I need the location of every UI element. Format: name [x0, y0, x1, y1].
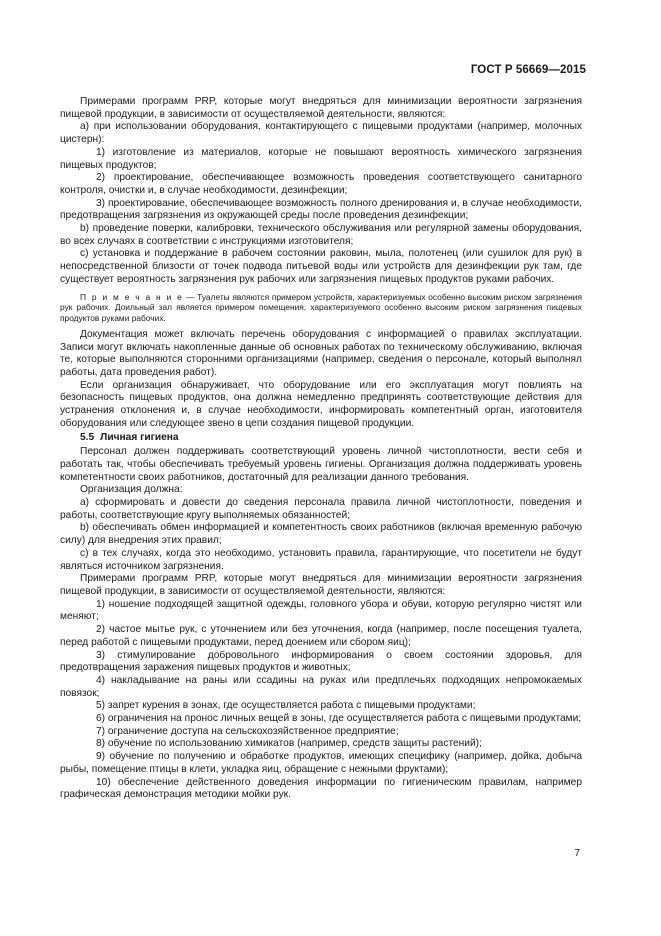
note-text: — Туалеты являются примером устройств, характеризуемых особенно высоким риском загрязнения рук рабочих. Доильный зал является примером помещения, характеризуемого особенно высоким риском загрязнения пищевых продуктов руками рабочих. [60, 291, 582, 324]
paragraph: Если организация обнаруживает, что оборудование или его эксплуатация могут повлиять на безопасность пищевых продуктов, она должна немедленно предпринять соответствующие действия для устранения отклонения и, в случае необходимости, информировать компетентный орган, изготовителя оборудования или следующее звено в цепи создания пищевой продукции. [60, 379, 582, 429]
paragraph: 8) обучение по использованию химикатов (например, средств защиты растений); [96, 738, 482, 750]
paragraph: Примерами программ PRP, которые могут внедряться для минимизации вероятности загрязнения пищевой продукции, в зависимости от осуществляемой деятельности, являются: [60, 96, 582, 120]
page-number: 7 [574, 848, 580, 859]
note-paragraph [60, 292, 582, 324]
paragraph: 10) обеспечение действенного доведения информации по гигиеническим правилам, например графическая демонстрация методики мойки рук. [60, 776, 582, 801]
paragraph: b) обеспечивать обмен информацией и компетентность своих работников (включая временную рабочую силу) для внедрения этих правил; [60, 522, 582, 547]
paragraph: 4) накладывание на раны или ссадины на руках или предплечьях подходящих непромокаемых повязок; [60, 674, 582, 699]
document-header: ГОСТ Р 56669—2015 [470, 64, 586, 76]
note-label: П р и м е ч а н и е [80, 291, 184, 302]
paragraph: c) установка и поддержание в рабочем состоянии раковин, мыла, полотенец (или сушилок для рук) в непосредственной близости от точек подвода питьевой воды или устройств для дезинфекции рук там, где существует вероятность загрязнения рук рабочих или загрязнения пищевых продуктов руками рабочих. [60, 248, 582, 285]
paragraph: 3) проектирование, обеспечивающее возможность полного дренирования и, в случае необходимости, предотвращения загрязнения из окружающей среды после проведения дезинфекции; [60, 197, 582, 222]
paragraph: 3) стимулирование добровольного информирования о своем состоянии здоровья, для предотвращения заражения пищевых продуктов и животных; [60, 649, 582, 674]
paragraph: 5) запрет курения в зонах, где осуществляется работа с пищевыми продуктами; [96, 700, 476, 712]
paragraph: 2) частое мытье рук, с уточнением или без уточнения, когда (например, после посещения туалета, перед работой с пищевыми продуктами, перед доением или сбором яиц); [60, 624, 582, 648]
paragraph: 2) проектирование, обеспечивающее возможность проведения соответствующего санитарного контроля, очистки и, в случае необходимости, дезинфекции; [60, 172, 582, 196]
paragraph: Примерами программ PRP, которые могут внедряться для минимизации вероятности загрязнения пищевой продукции, в зависимости от осуществляемой деятельности, являются: [60, 573, 582, 597]
paragraphs-block-b [60, 329, 582, 431]
paragraphs-block-a [60, 96, 582, 287]
paragraph: a) сформировать и довести до сведения персонала правила личной чистоплотности, поведения и работы, соответствующие кругу выполняемых обязанностей; [60, 497, 582, 521]
paragraph: 7) ограничение доступа на сельскохозяйственное предприятие; [96, 725, 399, 737]
paragraph: Персонал должен поддерживать соответствующий уровень личной чистоплотности, вести себя и работать так, чтобы обеспечивать требуемый уровень гигиены. Организация должна поддерживать уровень компетентности своих работников, достаточный для реализации данного требования. [60, 446, 582, 483]
paragraph: c) в тех случаях, когда это необходимо, установить правила, гарантирующие, что посетители не будут являться источником загрязнения. [60, 547, 582, 572]
paragraph: 6) ограничения на пронос личных вещей в зоны, где осуществляется работа с пищевыми продуктами; [96, 713, 582, 725]
section-title: Личная гигиена [100, 431, 179, 443]
document-body [60, 96, 582, 802]
paragraph: 1) ношение подходящей защитной одежды, головного убора и обуви, которую регулярно чистят или меняют; [60, 598, 582, 623]
paragraphs-block-c [60, 446, 582, 802]
paragraph: a) при использовании оборудования, контактирующего с пищевыми продуктами (например, молочных цистерн): [60, 121, 582, 146]
paragraph: 1) изготовление из материалов, которые не повышают вероятность химического загрязнения пищевых продуктов; [60, 146, 582, 171]
paragraph: Документация может включать перечень оборудования с информацией о правилах эксплуатации. Записи могут включать накопленные данные об основных работах по техническому обслуживанию, включая те, которые выполняются сторонними организациями (например, сведения о персонале, который выполнял работы, дата проведения работ). [60, 328, 582, 379]
paragraph: 9) обучение по получению и обработке продуктов, имеющих специфику (например, дойка, добыча рыбы, помещение птицы в клети, укладка яиц, обращение с нежными фруктами); [60, 751, 582, 775]
paragraph: b) проведение поверки, калибровки, технического обслуживания или регулярной замены оборудования, во всех случаях в соответствии с инструкциями изготовителя; [60, 223, 582, 247]
section-heading [60, 432, 582, 445]
paragraph: Организация должна: [80, 484, 183, 496]
section-number: 5.5 [80, 431, 95, 443]
